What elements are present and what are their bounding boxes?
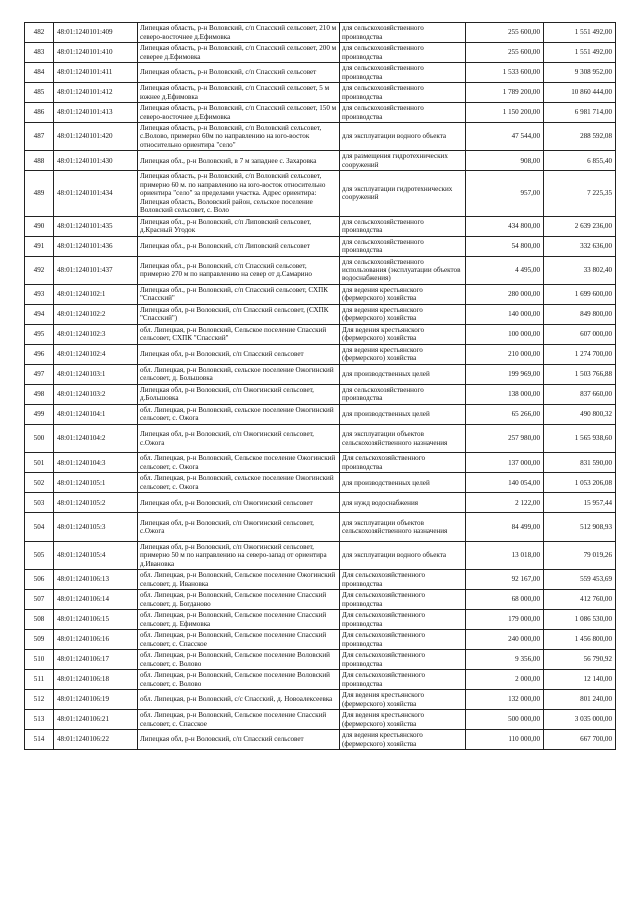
row-number: 491: [25, 236, 54, 256]
parcel-address: Липецкая обл., р-н Воловский, с/п Спасский сельсовет, примерно 270 м по направлению на север от д.Самарино: [138, 256, 340, 284]
cadastral-value: 412 760,00: [544, 590, 616, 610]
parcel-area: 1 789 200,00: [466, 83, 544, 103]
permitted-use: Для сельскохозяйственного производства: [340, 630, 466, 650]
parcel-area: 1 150 200,00: [466, 103, 544, 123]
cadastral-value: 15 957,44: [544, 493, 616, 513]
row-number: 492: [25, 256, 54, 284]
cadastral-value: 831 590,00: [544, 453, 616, 473]
parcel-address: Липецкая область, р-н Воловский, с/п Спасский сельсовет, 200 м северее д.Ефимовка: [138, 43, 340, 63]
parcel-area: 68 000,00: [466, 590, 544, 610]
row-number: 502: [25, 473, 54, 493]
parcel-address: Липецкая область, р-н Воловский, с/п Воловский сельсовет, примерно 60 м. по направлению на юго-восток относительно ориентира "село" за пределами участка. Адрес ориентира: Липецкая область, Воловский район, сельское поселение Воловский сельсовет, с. Воло: [138, 171, 340, 216]
parcel-area: 47 544,00: [466, 123, 544, 151]
cadastral-number: 48:01:1240106:15: [54, 610, 138, 630]
parcel-address: обл. Липецкая, р-н Воловский, Сельское поселение Воловский сельсовет, с. Волово: [138, 670, 340, 690]
parcel-address: Липецкая обл., р-н Воловский, с/п Липовский сельсовет, д.Красный Угодок: [138, 216, 340, 236]
row-number: 497: [25, 364, 54, 384]
row-number: 482: [25, 23, 54, 43]
row-number: 488: [25, 151, 54, 171]
cadastral-value: 12 140,00: [544, 670, 616, 690]
row-number: 484: [25, 63, 54, 83]
cadastral-number: 48:01:1240101:412: [54, 83, 138, 103]
cadastral-value: 79 019,26: [544, 541, 616, 569]
parcel-area: 255 600,00: [466, 23, 544, 43]
parcel-address: обл. Липецкая, р-н Воловский, Сельское поселение Ожогинский сельсовет, с. Ожога: [138, 453, 340, 473]
table-row: [25, 384, 616, 404]
parcel-area: 100 000,00: [466, 324, 544, 344]
table-row: [25, 103, 616, 123]
permitted-use: для сельскохозяйственного производства: [340, 43, 466, 63]
table-row: [25, 404, 616, 424]
cadastral-value: 490 800,32: [544, 404, 616, 424]
row-number: 489: [25, 171, 54, 216]
row-number: 487: [25, 123, 54, 151]
parcel-area: 1 533 600,00: [466, 63, 544, 83]
permitted-use: для сельскохозяйственного производства: [340, 63, 466, 83]
cadastral-number: 48:01:1240106:13: [54, 570, 138, 590]
parcel-area: 65 266,00: [466, 404, 544, 424]
cadastral-number: 48:01:1240101:435: [54, 216, 138, 236]
cadastral-value: 288 592,08: [544, 123, 616, 151]
parcel-area: 257 980,00: [466, 424, 544, 452]
table-row: [25, 364, 616, 384]
row-number: 500: [25, 424, 54, 452]
table-row: [25, 151, 616, 171]
table-row: [25, 453, 616, 473]
cadastral-value: 1 274 700,00: [544, 344, 616, 364]
parcel-address: Липецкая обл., р-н Воловский, с/п Липовский сельсовет: [138, 236, 340, 256]
cadastral-value: 1 456 800,00: [544, 630, 616, 650]
cadastral-value: 801 240,00: [544, 690, 616, 710]
table-row: [25, 493, 616, 513]
permitted-use: для эксплуатации гидротехнических сооружений: [340, 171, 466, 216]
cadastral-number: 48:01:1240106:19: [54, 690, 138, 710]
permitted-use: Для сельскохозяйственного производства: [340, 670, 466, 690]
row-number: 485: [25, 83, 54, 103]
table-row: [25, 171, 616, 216]
row-number: 510: [25, 650, 54, 670]
permitted-use: для эксплуатации водного объекта: [340, 541, 466, 569]
table-row: [25, 590, 616, 610]
parcel-address: обл. Липецкая, р-н Воловский, Сельское поселение Спасский сельсовет, с. Спасское: [138, 630, 340, 650]
row-number: 483: [25, 43, 54, 63]
parcel-area: 84 499,00: [466, 513, 544, 541]
row-number: 514: [25, 730, 54, 750]
cadastral-number: 48:01:1240103:2: [54, 384, 138, 404]
row-number: 486: [25, 103, 54, 123]
permitted-use: для ведения крестьянского (фермерского) хозяйства: [340, 304, 466, 324]
cadastral-number: 48:01:1240106:22: [54, 730, 138, 750]
parcel-address: Липецкая обл, р-н Воловский, с/п Ожогинский сельсовет, примерно 50 м по направлению на северо-запад от ориентира д.Ивановка: [138, 541, 340, 569]
table-row: [25, 344, 616, 364]
cadastral-value: 3 035 000,00: [544, 710, 616, 730]
cadastral-value: 607 000,00: [544, 324, 616, 344]
parcel-area: 140 000,00: [466, 304, 544, 324]
table-row: [25, 570, 616, 590]
parcel-address: Липецкая обл, р-н Воловский, с/п Ожогинский сельсовет, с.Ожога: [138, 424, 340, 452]
parcel-address: обл. Липецкая, р-н Воловский, сельское поселение Ожогинский сельсовет, д. Большовка: [138, 364, 340, 384]
cadastral-number: 48:01:1240101:420: [54, 123, 138, 151]
permitted-use: Для ведения крестьянского (фермерского) хозяйства: [340, 324, 466, 344]
table-row: [25, 43, 616, 63]
land-parcels-table: [24, 22, 616, 750]
table-row: [25, 324, 616, 344]
cadastral-value: 1 503 766,88: [544, 364, 616, 384]
parcel-area: 92 167,00: [466, 570, 544, 590]
cadastral-number: 48:01:1240104:1: [54, 404, 138, 424]
parcel-address: Липецкая область, р-н Воловский, с/п Спасский сельсовет, 5 м южнее д.Ефимовка: [138, 83, 340, 103]
table-row: [25, 541, 616, 569]
parcel-address: обл. Липецкая, р-н Воловский, с/с Спасский, д. Новоалексеевка: [138, 690, 340, 710]
permitted-use: Для сельскохозяйственного производства: [340, 453, 466, 473]
parcel-area: 210 000,00: [466, 344, 544, 364]
parcel-area: 434 800,00: [466, 216, 544, 236]
cadastral-value: 6 981 714,00: [544, 103, 616, 123]
cadastral-number: 48:01:1240106:18: [54, 670, 138, 690]
row-number: 504: [25, 513, 54, 541]
permitted-use: Для ведения крестьянского (фермерского) хозяйства: [340, 690, 466, 710]
table-row: [25, 513, 616, 541]
permitted-use: для эксплуатации объектов сельскохозяйственного назначения: [340, 424, 466, 452]
cadastral-number: 48:01:1240101:434: [54, 171, 138, 216]
permitted-use: для эксплуатации водного объекта: [340, 123, 466, 151]
permitted-use: для сельскохозяйственного производства: [340, 384, 466, 404]
row-number: 512: [25, 690, 54, 710]
parcel-area: 240 000,00: [466, 630, 544, 650]
cadastral-number: 48:01:1240102:1: [54, 284, 138, 304]
parcel-address: обл. Липецкая, р-н Воловский, Сельское поселение Ожогинский сельсовет, д. Ивановка: [138, 570, 340, 590]
parcel-address: Липецкая обл, р-н Воловский, с/п Ожогинский сельсовет, с.Ожога: [138, 513, 340, 541]
row-number: 499: [25, 404, 54, 424]
permitted-use: Для ведения крестьянского (фермерского) хозяйства: [340, 710, 466, 730]
parcel-address: обл. Липецкая, р-н Воловский, Сельское поселение Спасский сельсовет, с. Спасское: [138, 710, 340, 730]
permitted-use: для сельскохозяйственного производства: [340, 103, 466, 123]
cadastral-number: 48:01:1240106:16: [54, 630, 138, 650]
table-row: [25, 284, 616, 304]
table-row: [25, 216, 616, 236]
parcel-area: 280 000,00: [466, 284, 544, 304]
permitted-use: для сельскохозяйственного производства: [340, 23, 466, 43]
parcel-area: 140 054,00: [466, 473, 544, 493]
row-number: 509: [25, 630, 54, 650]
cadastral-number: 48:01:1240105:2: [54, 493, 138, 513]
cadastral-number: 48:01:1240102:3: [54, 324, 138, 344]
parcel-area: 199 969,00: [466, 364, 544, 384]
cadastral-number: 48:01:1240106:21: [54, 710, 138, 730]
parcel-area: 132 000,00: [466, 690, 544, 710]
cadastral-value: 512 908,93: [544, 513, 616, 541]
permitted-use: для эксплуатации объектов сельскохозяйственного назначения: [340, 513, 466, 541]
cadastral-value: 1 565 938,60: [544, 424, 616, 452]
parcel-area: 4 495,00: [466, 256, 544, 284]
row-number: 496: [25, 344, 54, 364]
cadastral-number: 48:01:1240101:409: [54, 23, 138, 43]
permitted-use: Для сельскохозяйственного производства: [340, 590, 466, 610]
cadastral-value: 10 860 444,00: [544, 83, 616, 103]
parcel-address: обл. Липецкая, р-н Воловский, Сельское поселение Спасский сельсовет, д. Ефимовка: [138, 610, 340, 630]
row-number: 511: [25, 670, 54, 690]
table-row: [25, 83, 616, 103]
parcel-address: Липецкая обл, р-н Воловский, с/п Спасский сельсовет, (СХПК "Спасский"): [138, 304, 340, 324]
parcel-area: 13 018,00: [466, 541, 544, 569]
parcel-address: Липецкая обл, р-н Воловский, с/п Спасский сельсовет: [138, 730, 340, 750]
parcel-area: 957,00: [466, 171, 544, 216]
permitted-use: для сельскохозяйственного производства: [340, 83, 466, 103]
cadastral-number: 48:01:1240101:436: [54, 236, 138, 256]
permitted-use: для сельскохозяйственного использования (эксплуатации объектов водоснабжения): [340, 256, 466, 284]
row-number: 493: [25, 284, 54, 304]
parcel-address: обл. Липецкая, р-н Воловский, Сельское поселение Воловский сельсовет, с. Волово: [138, 650, 340, 670]
row-number: 507: [25, 590, 54, 610]
parcel-address: Липецкая обл, р-н Воловский, с/п Ожогинский сельсовет, д.Большовка: [138, 384, 340, 404]
parcel-area: 138 000,00: [466, 384, 544, 404]
permitted-use: для размещения гидротехнических сооружений: [340, 151, 466, 171]
row-number: 494: [25, 304, 54, 324]
cadastral-value: 2 639 236,00: [544, 216, 616, 236]
row-number: 505: [25, 541, 54, 569]
parcel-address: Липецкая обл, р-н Воловский, с/п Ожогинский сельсовет: [138, 493, 340, 513]
permitted-use: Для сельскохозяйственного производства: [340, 570, 466, 590]
permitted-use: для сельскохозяйственного производства: [340, 236, 466, 256]
parcel-address: обл. Липецкая, р-н Воловский, сельское поселение Ожогинский сельсовет, с. Ожога: [138, 404, 340, 424]
cadastral-number: 48:01:1240101:437: [54, 256, 138, 284]
cadastral-value: 837 660,00: [544, 384, 616, 404]
row-number: 506: [25, 570, 54, 590]
parcel-address: Липецкая область, р-н Воловский, с/п Спасский сельсовет: [138, 63, 340, 83]
permitted-use: для ведения крестьянского (фермерского) хозяйства: [340, 344, 466, 364]
cadastral-number: 48:01:1240101:413: [54, 103, 138, 123]
parcel-address: Липецкая обл, р-н Воловский, с/п Спасский сельсовет: [138, 344, 340, 364]
parcel-area: 255 600,00: [466, 43, 544, 63]
permitted-use: для ведения крестьянского (фермерского) хозяйства: [340, 284, 466, 304]
cadastral-value: 849 800,00: [544, 304, 616, 324]
cadastral-number: 48:01:1240106:17: [54, 650, 138, 670]
cadastral-value: 1 053 206,08: [544, 473, 616, 493]
cadastral-value: 1 551 492,00: [544, 23, 616, 43]
parcel-area: 137 000,00: [466, 453, 544, 473]
row-number: 490: [25, 216, 54, 236]
cadastral-value: 6 855,40: [544, 151, 616, 171]
parcel-area: 500 000,00: [466, 710, 544, 730]
parcel-area: 9 356,00: [466, 650, 544, 670]
cadastral-value: 332 636,00: [544, 236, 616, 256]
parcel-address: Липецкая область, р-н Воловский, с/п Спасский сельсовет, 210 м северо-восточнее д.Ефимовка: [138, 23, 340, 43]
parcel-address: обл. Липецкая, р-н Воловский, Сельское поселение Спасский сельсовет, СХПК "Спасский": [138, 324, 340, 344]
cadastral-value: 1 551 492,00: [544, 43, 616, 63]
cadastral-number: 48:01:1240102:2: [54, 304, 138, 324]
table-row: [25, 236, 616, 256]
parcel-address: Липецкая обл., р-н Воловский, с/п Спасский сельсовет, СХПК "Спасский": [138, 284, 340, 304]
cadastral-number: 48:01:1240105:3: [54, 513, 138, 541]
row-number: 513: [25, 710, 54, 730]
cadastral-value: 7 225,35: [544, 171, 616, 216]
table-row: [25, 63, 616, 83]
parcel-area: 908,00: [466, 151, 544, 171]
parcel-area: 2 122,00: [466, 493, 544, 513]
parcel-area: 2 000,00: [466, 670, 544, 690]
cadastral-number: 48:01:1240104:2: [54, 424, 138, 452]
parcel-area: 110 000,00: [466, 730, 544, 750]
cadastral-number: 48:01:1240105:1: [54, 473, 138, 493]
row-number: 508: [25, 610, 54, 630]
cadastral-number: 48:01:1240101:410: [54, 43, 138, 63]
permitted-use: для ведения крестьянского (фермерского) хозяйства: [340, 730, 466, 750]
parcel-address: Липецкая обл., р-н Воловский, в 7 м западнее с. Захаровка: [138, 151, 340, 171]
cadastral-number: 48:01:1240106:14: [54, 590, 138, 610]
table-row: [25, 610, 616, 630]
table-row: [25, 304, 616, 324]
permitted-use: Для сельскохозяйственного производства: [340, 610, 466, 630]
table-row: [25, 710, 616, 730]
parcel-address: Липецкая область, р-н Воловский, с/п Спасский сельсовет, 150 м северо-восточнее д.Ефимовка: [138, 103, 340, 123]
parcel-address: обл. Липецкая, р-н Воловский, Сельское поселение Спасский сельсовет, д. Богданово: [138, 590, 340, 610]
table-body: [25, 23, 616, 750]
table-row: [25, 730, 616, 750]
cadastral-value: 667 700,00: [544, 730, 616, 750]
permitted-use: для производственных целей: [340, 364, 466, 384]
cadastral-number: 48:01:1240104:3: [54, 453, 138, 473]
cadastral-number: 48:01:1240105:4: [54, 541, 138, 569]
parcel-area: 179 000,00: [466, 610, 544, 630]
cadastral-value: 56 790,92: [544, 650, 616, 670]
cadastral-value: 1 699 600,00: [544, 284, 616, 304]
cadastral-value: 559 453,69: [544, 570, 616, 590]
parcel-address: обл. Липецкая, р-н Воловский, сельское поселение Ожогинский сельсовет, с. Ожога: [138, 473, 340, 493]
parcel-address: Липецкая область, р-н Воловский, с/п Воловский сельсовет, с.Волово, примерно 60м по направлению на юго-восток относительно ориентира "село": [138, 123, 340, 151]
cadastral-number: 48:01:1240101:411: [54, 63, 138, 83]
cadastral-number: 48:01:1240101:430: [54, 151, 138, 171]
permitted-use: для производственных целей: [340, 404, 466, 424]
table-row: [25, 670, 616, 690]
permitted-use: для сельскохозяйственного производства: [340, 216, 466, 236]
cadastral-value: 9 308 952,00: [544, 63, 616, 83]
permitted-use: для производственных целей: [340, 473, 466, 493]
table-row: [25, 630, 616, 650]
table-row: [25, 123, 616, 151]
row-number: 503: [25, 493, 54, 513]
table-row: [25, 256, 616, 284]
cadastral-value: 1 086 530,00: [544, 610, 616, 630]
cadastral-number: 48:01:1240103:1: [54, 364, 138, 384]
row-number: 495: [25, 324, 54, 344]
table-row: [25, 424, 616, 452]
table-row: [25, 650, 616, 670]
cadastral-number: 48:01:1240102:4: [54, 344, 138, 364]
row-number: 498: [25, 384, 54, 404]
table-row: [25, 690, 616, 710]
cadastral-value: 33 802,40: [544, 256, 616, 284]
permitted-use: для нужд водоснабжения: [340, 493, 466, 513]
table-row: [25, 23, 616, 43]
row-number: 501: [25, 453, 54, 473]
table-row: [25, 473, 616, 493]
permitted-use: Для сельскохозяйственного производства: [340, 650, 466, 670]
parcel-area: 54 800,00: [466, 236, 544, 256]
